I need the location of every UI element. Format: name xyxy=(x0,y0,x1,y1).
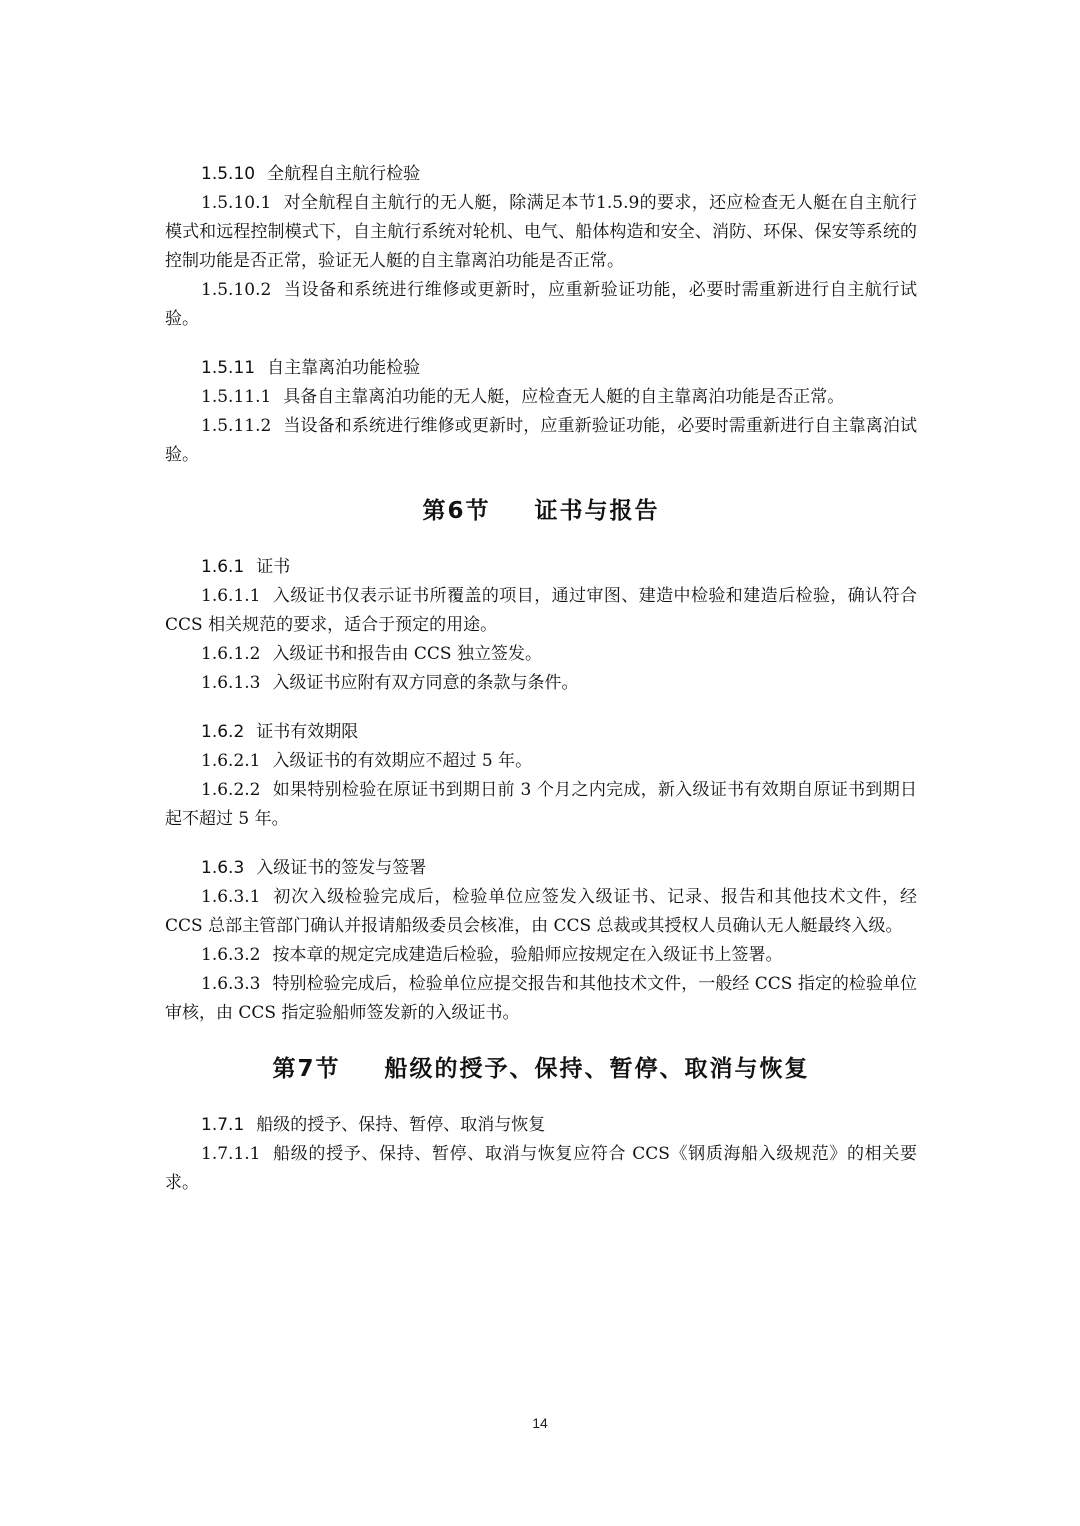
paragraph-1-6-1-1 xyxy=(165,582,917,640)
paragraph-number: 1.5.10.1 xyxy=(201,193,272,213)
heading-number: 1.6.1 xyxy=(201,557,245,577)
paragraph-number: 1.7.1.1 xyxy=(201,1144,261,1164)
paragraph-1-5-10-2 xyxy=(165,276,917,334)
paragraph-1-6-2-2 xyxy=(165,776,917,834)
paragraph-1-7-1-1 xyxy=(165,1140,917,1198)
heading-title: 自主靠离泊功能检验 xyxy=(267,358,421,378)
paragraph-number: 1.6.2.2 xyxy=(201,780,261,800)
subsection-heading-1-6-1 xyxy=(165,553,917,582)
paragraph-text: 入级证书仅表示证书所覆盖的项目，通过审图、建造中检验和建造后检验，确认符合 CCS 相关规范的要求，适合于预定的用途。 xyxy=(165,586,917,635)
section-label: 第7节 xyxy=(272,1056,341,1082)
section-title: 证书与报告 xyxy=(534,498,660,524)
paragraph-text: 当设备和系统进行维修或更新时，应重新验证功能，必要时需重新进行自主航行试验。 xyxy=(165,280,917,329)
subsection-heading-1-5-11 xyxy=(165,354,917,383)
paragraph-text: 入级证书和报告由 CCS 独立签发。 xyxy=(272,644,542,664)
section-heading-7 xyxy=(165,1050,917,1083)
paragraph-text: 船级的授予、保持、暂停、取消与恢复应符合 CCS《钢质海船入级规范》的相关要求。 xyxy=(165,1144,917,1193)
page-content xyxy=(165,160,917,1198)
heading-number: 1.5.10 xyxy=(201,164,256,184)
section-title: 船级的授予、保持、暂停、取消与恢复 xyxy=(384,1056,810,1082)
page-number: 14 xyxy=(532,1415,548,1431)
heading-number: 1.6.2 xyxy=(201,722,245,742)
paragraph-text: 按本章的规定完成建造后检验，验船师应按规定在入级证书上签署。 xyxy=(272,945,783,965)
heading-title: 船级的授予、保持、暂停、取消与恢复 xyxy=(256,1115,546,1135)
heading-title: 证书有效期限 xyxy=(256,722,359,742)
paragraph-text: 特别检验完成后，检验单位应提交报告和其他技术文件，一般经 CCS 指定的检验单位审核，由 CCS 指定验船师签发新的入级证书。 xyxy=(165,974,917,1023)
subsection-heading-1-5-10 xyxy=(165,160,917,189)
paragraph-1-5-10-1 xyxy=(165,189,917,276)
paragraph-1-5-11-1 xyxy=(165,383,917,412)
subsection-heading-1-7-1 xyxy=(165,1111,917,1140)
paragraph-1-6-3-3 xyxy=(165,970,917,1028)
section-heading-6 xyxy=(165,492,917,525)
paragraph-number: 1.6.1.1 xyxy=(201,586,261,606)
paragraph-1-6-1-2 xyxy=(165,640,917,669)
paragraph-text: 具备自主靠离泊功能的无人艇，应检查无人艇的自主靠离泊功能是否正常。 xyxy=(283,387,845,407)
paragraph-number: 1.5.11.2 xyxy=(201,416,272,436)
paragraph-number: 1.5.11.1 xyxy=(201,387,272,407)
heading-title: 入级证书的签发与签署 xyxy=(256,858,427,878)
heading-title: 全航程自主航行检验 xyxy=(267,164,421,184)
paragraph-1-6-2-1 xyxy=(165,747,917,776)
paragraph-1-5-11-2 xyxy=(165,412,917,470)
paragraph-number: 1.6.1.2 xyxy=(201,644,261,664)
paragraph-text: 对全航程自主航行的无人艇，除满足本节1.5.9的要求，还应检查无人艇在自主航行模式和远程控制模式下，自主航行系统对轮机、电气、船体构造和安全、消防、环保、保安等系统的控制功能是否正常，验证无人艇的自主靠离泊功能是否正常。 xyxy=(165,193,917,271)
paragraph-number: 1.5.10.2 xyxy=(201,280,272,300)
paragraph-text: 初次入级检验完成后，检验单位应签发入级证书、记录、报告和其他技术文件，经 CCS 总部主管部门确认并报请船级委员会核准，由 CCS 总裁或其授权人员确认无人艇最终入级。 xyxy=(165,887,917,936)
paragraph-text: 当设备和系统进行维修或更新时，应重新验证功能，必要时需重新进行自主靠离泊试验。 xyxy=(165,416,917,465)
paragraph-1-6-3-2 xyxy=(165,941,917,970)
paragraph-text: 如果特别检验在原证书到期日前 3 个月之内完成，新入级证书有效期自原证书到期日起不超过 5 年。 xyxy=(165,780,917,829)
paragraph-text: 入级证书的有效期应不超过 5 年。 xyxy=(272,751,533,771)
paragraph-text: 入级证书应附有双方同意的条款与条件。 xyxy=(272,673,579,693)
paragraph-number: 1.6.3.1 xyxy=(201,887,261,907)
paragraph-number: 1.6.1.3 xyxy=(201,673,261,693)
paragraph-1-6-3-1 xyxy=(165,883,917,941)
heading-number: 1.5.11 xyxy=(201,358,256,378)
paragraph-1-6-1-3 xyxy=(165,669,917,698)
section-label: 第6节 xyxy=(422,498,491,524)
subsection-heading-1-6-2 xyxy=(165,718,917,747)
heading-number: 1.6.3 xyxy=(201,858,245,878)
heading-number: 1.7.1 xyxy=(201,1115,245,1135)
subsection-heading-1-6-3 xyxy=(165,854,917,883)
heading-title: 证书 xyxy=(256,557,291,577)
paragraph-number: 1.6.3.2 xyxy=(201,945,261,965)
paragraph-number: 1.6.3.3 xyxy=(201,974,261,994)
paragraph-number: 1.6.2.1 xyxy=(201,751,261,771)
